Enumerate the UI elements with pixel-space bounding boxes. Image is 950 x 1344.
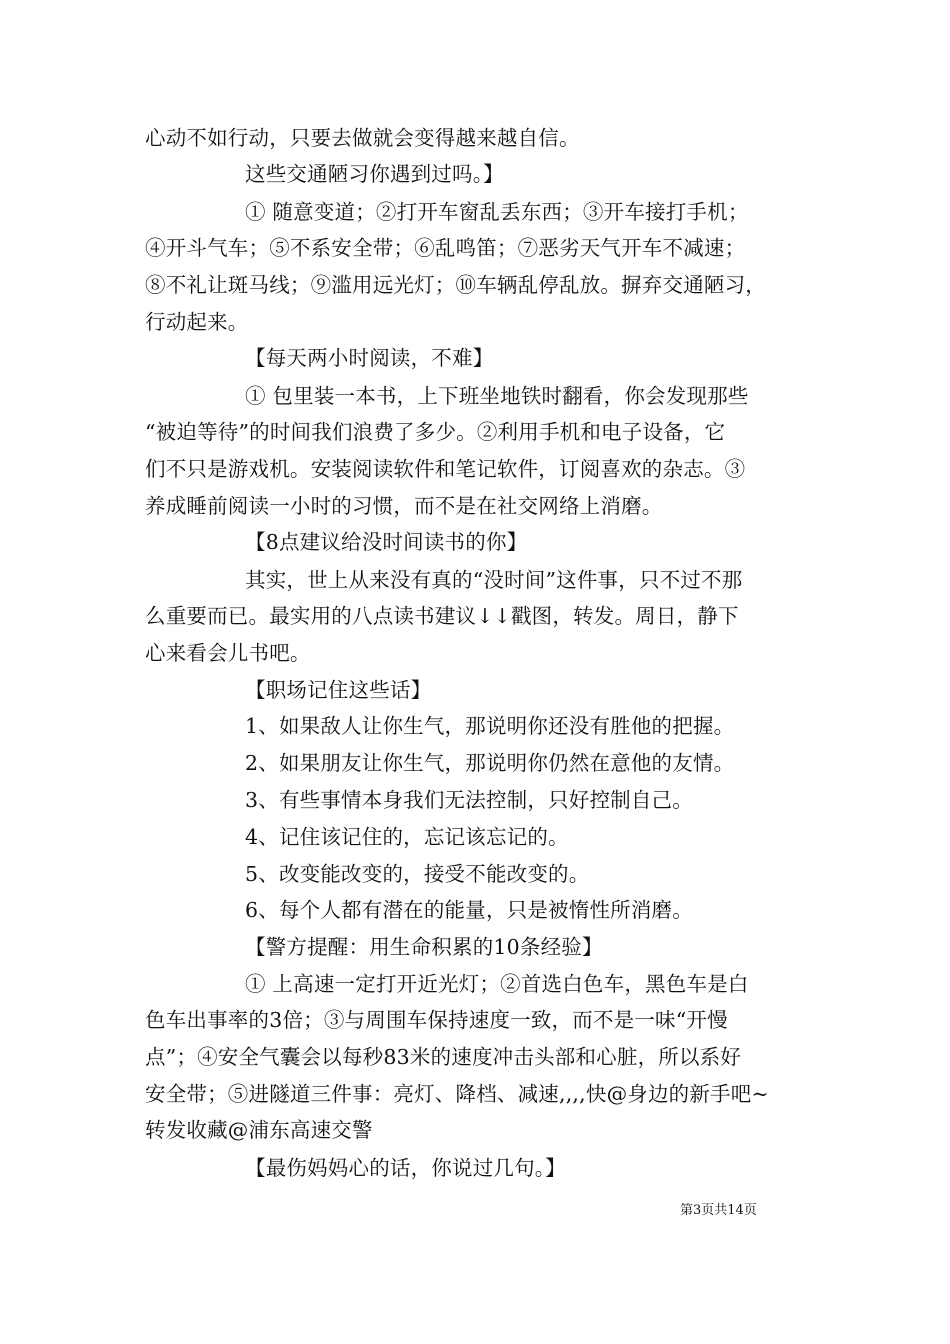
paragraph-line: 心动不如行动，只要去做就会变得越来越自信。: [145, 126, 580, 150]
paragraph-line: 这些交通陋习你遇到过吗。】: [245, 162, 504, 186]
paragraph-line: 行动起来。: [145, 310, 249, 334]
paragraph-line: ① 随意变道；②打开车窗乱丢东西；③开车接打手机；: [245, 200, 749, 224]
paragraph-line: 转发收藏@浦东高速交警: [145, 1118, 373, 1142]
list-item: 1、如果敌人让你生气，那说明你还没有胜他的把握。: [245, 714, 735, 738]
paragraph-line: 点”；④安全气囊会以每秒83米的速度冲击头部和心脏，所以系好: [145, 1045, 742, 1069]
paragraph-line: 们不只是游戏机。安装阅读软件和笔记软件，订阅喜欢的杂志。③: [145, 457, 746, 481]
section-heading: 【8点建议给没时间读书的你】: [245, 530, 528, 554]
paragraph-line: ④开斗气车；⑤不系安全带；⑥乱鸣笛；⑦恶劣天气开车不减速；: [145, 236, 746, 260]
paragraph-line: ⑧不礼让斑马线；⑨滥用远光灯；⑩车辆乱停乱放。摒弃交通陋习，: [145, 273, 766, 297]
paragraph-line: ① 上高速一定打开近光灯；②首选白色车，黑色车是白: [245, 972, 749, 996]
page-number-footer: 第3页共14页: [680, 1203, 757, 1218]
paragraph-line: 么重要而已。最实用的八点读书建议↓↓戳图，转发。周日，静下: [145, 604, 739, 628]
paragraph-line: 其实，世上从来没有真的“没时间”这件事，只不过不那: [245, 568, 743, 592]
paragraph-line: ① 包里装一本书，上下班坐地铁时翻看，你会发现那些: [245, 384, 749, 408]
section-heading: 【最伤妈妈心的话，你说过几句。】: [245, 1156, 566, 1180]
paragraph-line: 色车出事率的3倍；③与周围车保持速度一致，而不是一味“开慢: [145, 1008, 728, 1032]
section-heading: 【职场记住这些话】: [245, 678, 432, 702]
paragraph-line: 安全带；⑤进隧道三件事：亮灯、降档、减速,,,,快@身边的新手吧~: [145, 1082, 769, 1106]
paragraph-line: “被迫等待”的时间我们浪费了多少。②利用手机和电子设备，它: [145, 420, 726, 444]
section-heading: 【警方提醒：用生命积累的10条经验】: [245, 935, 603, 959]
list-item: 5、改变能改变的，接受不能改变的。: [245, 862, 590, 886]
section-heading: 【每天两小时阅读，不难】: [245, 346, 494, 370]
list-item: 4、记住该记住的，忘记该忘记的。: [245, 825, 569, 849]
paragraph-line: 心来看会儿书吧。: [145, 641, 311, 665]
list-item: 3、有些事情本身我们无法控制，只好控制自己。: [245, 788, 693, 812]
paragraph-line: 养成睡前阅读一小时的习惯，而不是在社交网络上消磨。: [145, 494, 663, 518]
list-item: 2、如果朋友让你生气，那说明你仍然在意他的友情。: [245, 751, 735, 775]
list-item: 6、每个人都有潜在的能量，只是被惰性所消磨。: [245, 898, 693, 922]
